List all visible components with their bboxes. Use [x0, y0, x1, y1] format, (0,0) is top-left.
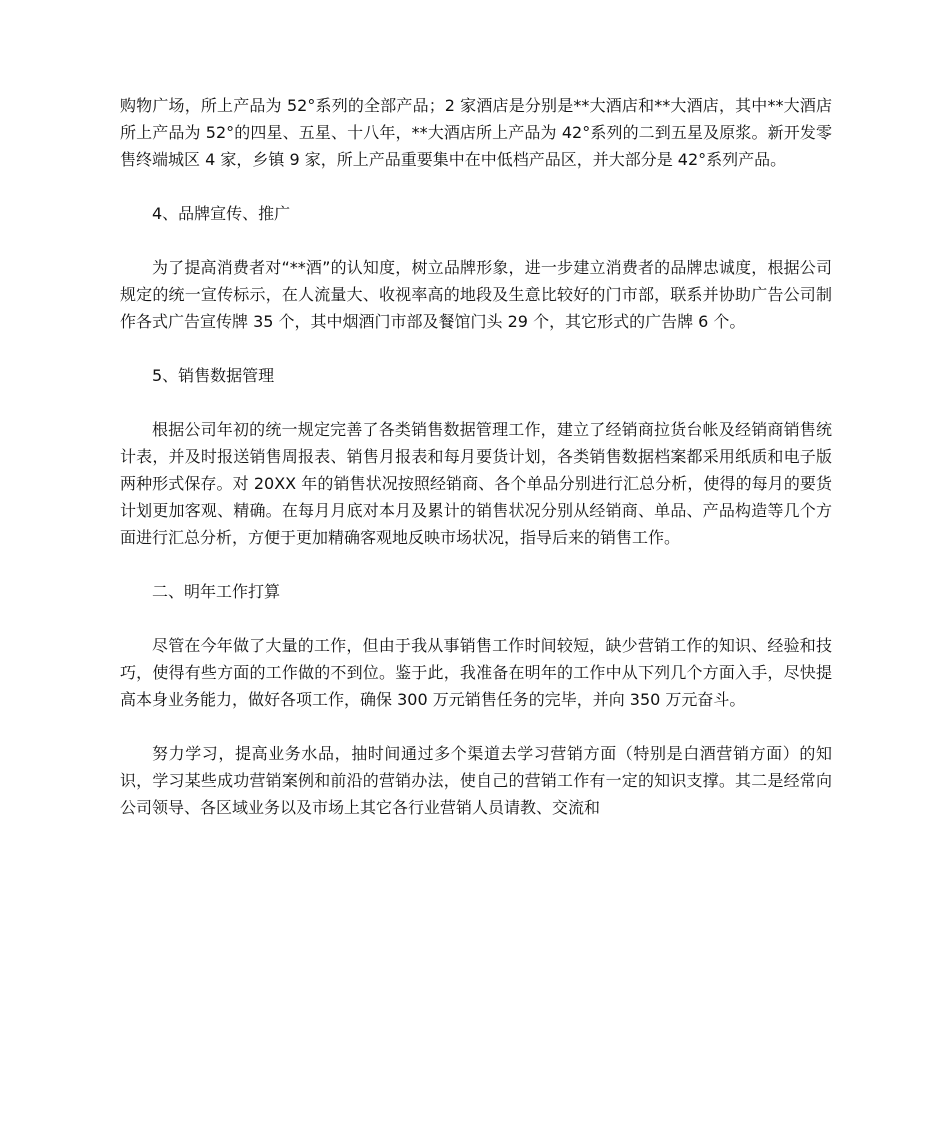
- paragraph-study: 努力学习，提高业务水品，抽时间通过多个渠道去学习营销方面（特别是白酒营销方面）的知识，学习某些成功营销案例和前沿的营销办法，使自己的营销工作有一定的知识支撑。其二是经常向公司领导、各区域业务以及市场上其它各行业营销人员请教、交流和: [120, 744, 832, 817]
- paragraph-sales-data: 根据公司年初的统一规定完善了各类销售数据管理工作，建立了经销商拉货台帐及经销商销售统计表，并及时报送销售周报表、销售月报表和每月要货计划，各类销售数据档案都采用纸质和电子版两种形式保存。对 20XX 年的销售状况按照经销商、各个单品分别进行汇总分析，使得的每月的要货计划更加客观、精确。在每月月底对本月及累计的销售状况分别从经销商、单品、产品构造等几个方面进行汇总分析，方便于更加精确客观地反映市场状况，指导后来的销售工作。: [120, 420, 832, 547]
- paragraph-brand-promotion: 为了提高消费者对“**酒”的认知度，树立品牌形象，进一步建立消费者的品牌忠诚度，根据公司规定的统一宣传标示，在人流量大、收视率高的地段及生意比较好的门市部，联系并协助广告公司制作各式广告宣传牌 35 个，其中烟酒门市部及餐馆门头 29 个，其它形式的广告牌 6 个。: [120, 258, 832, 331]
- section-heading-sales-data: 5、销售数据管理: [152, 366, 275, 385]
- section-heading-brand-promotion: 4、品牌宣传、推广: [152, 204, 291, 223]
- document-page: [120, 92, 832, 848]
- paragraph-next-year-plan: 尽管在今年做了大量的工作，但由于我从事销售工作时间较短，缺少营销工作的知识、经验和技巧，使得有些方面的工作做的不到位。鉴于此，我准备在明年的工作中从下列几个方面入手，尽快提高本身业务能力，做好各项工作，确保 300 万元销售任务的完毕，并向 350 万元奋斗。: [120, 636, 832, 709]
- paragraph-retail-outlets: 购物广场，所上产品为 52°系列的全部产品；2 家酒店是分别是**大酒店和**大酒店，其中**大酒店所上产品为 52°的四星、五星、十八年，**大酒店所上产品为 42°系列的二到五星及原浆。新开发零售终端城区 4 家，乡镇 9 家，所上产品重要集中在中低档产品区，并大部分是 42°系列产品。: [120, 96, 832, 169]
- section-heading-next-year-plan: 二、明年工作打算: [152, 582, 281, 601]
